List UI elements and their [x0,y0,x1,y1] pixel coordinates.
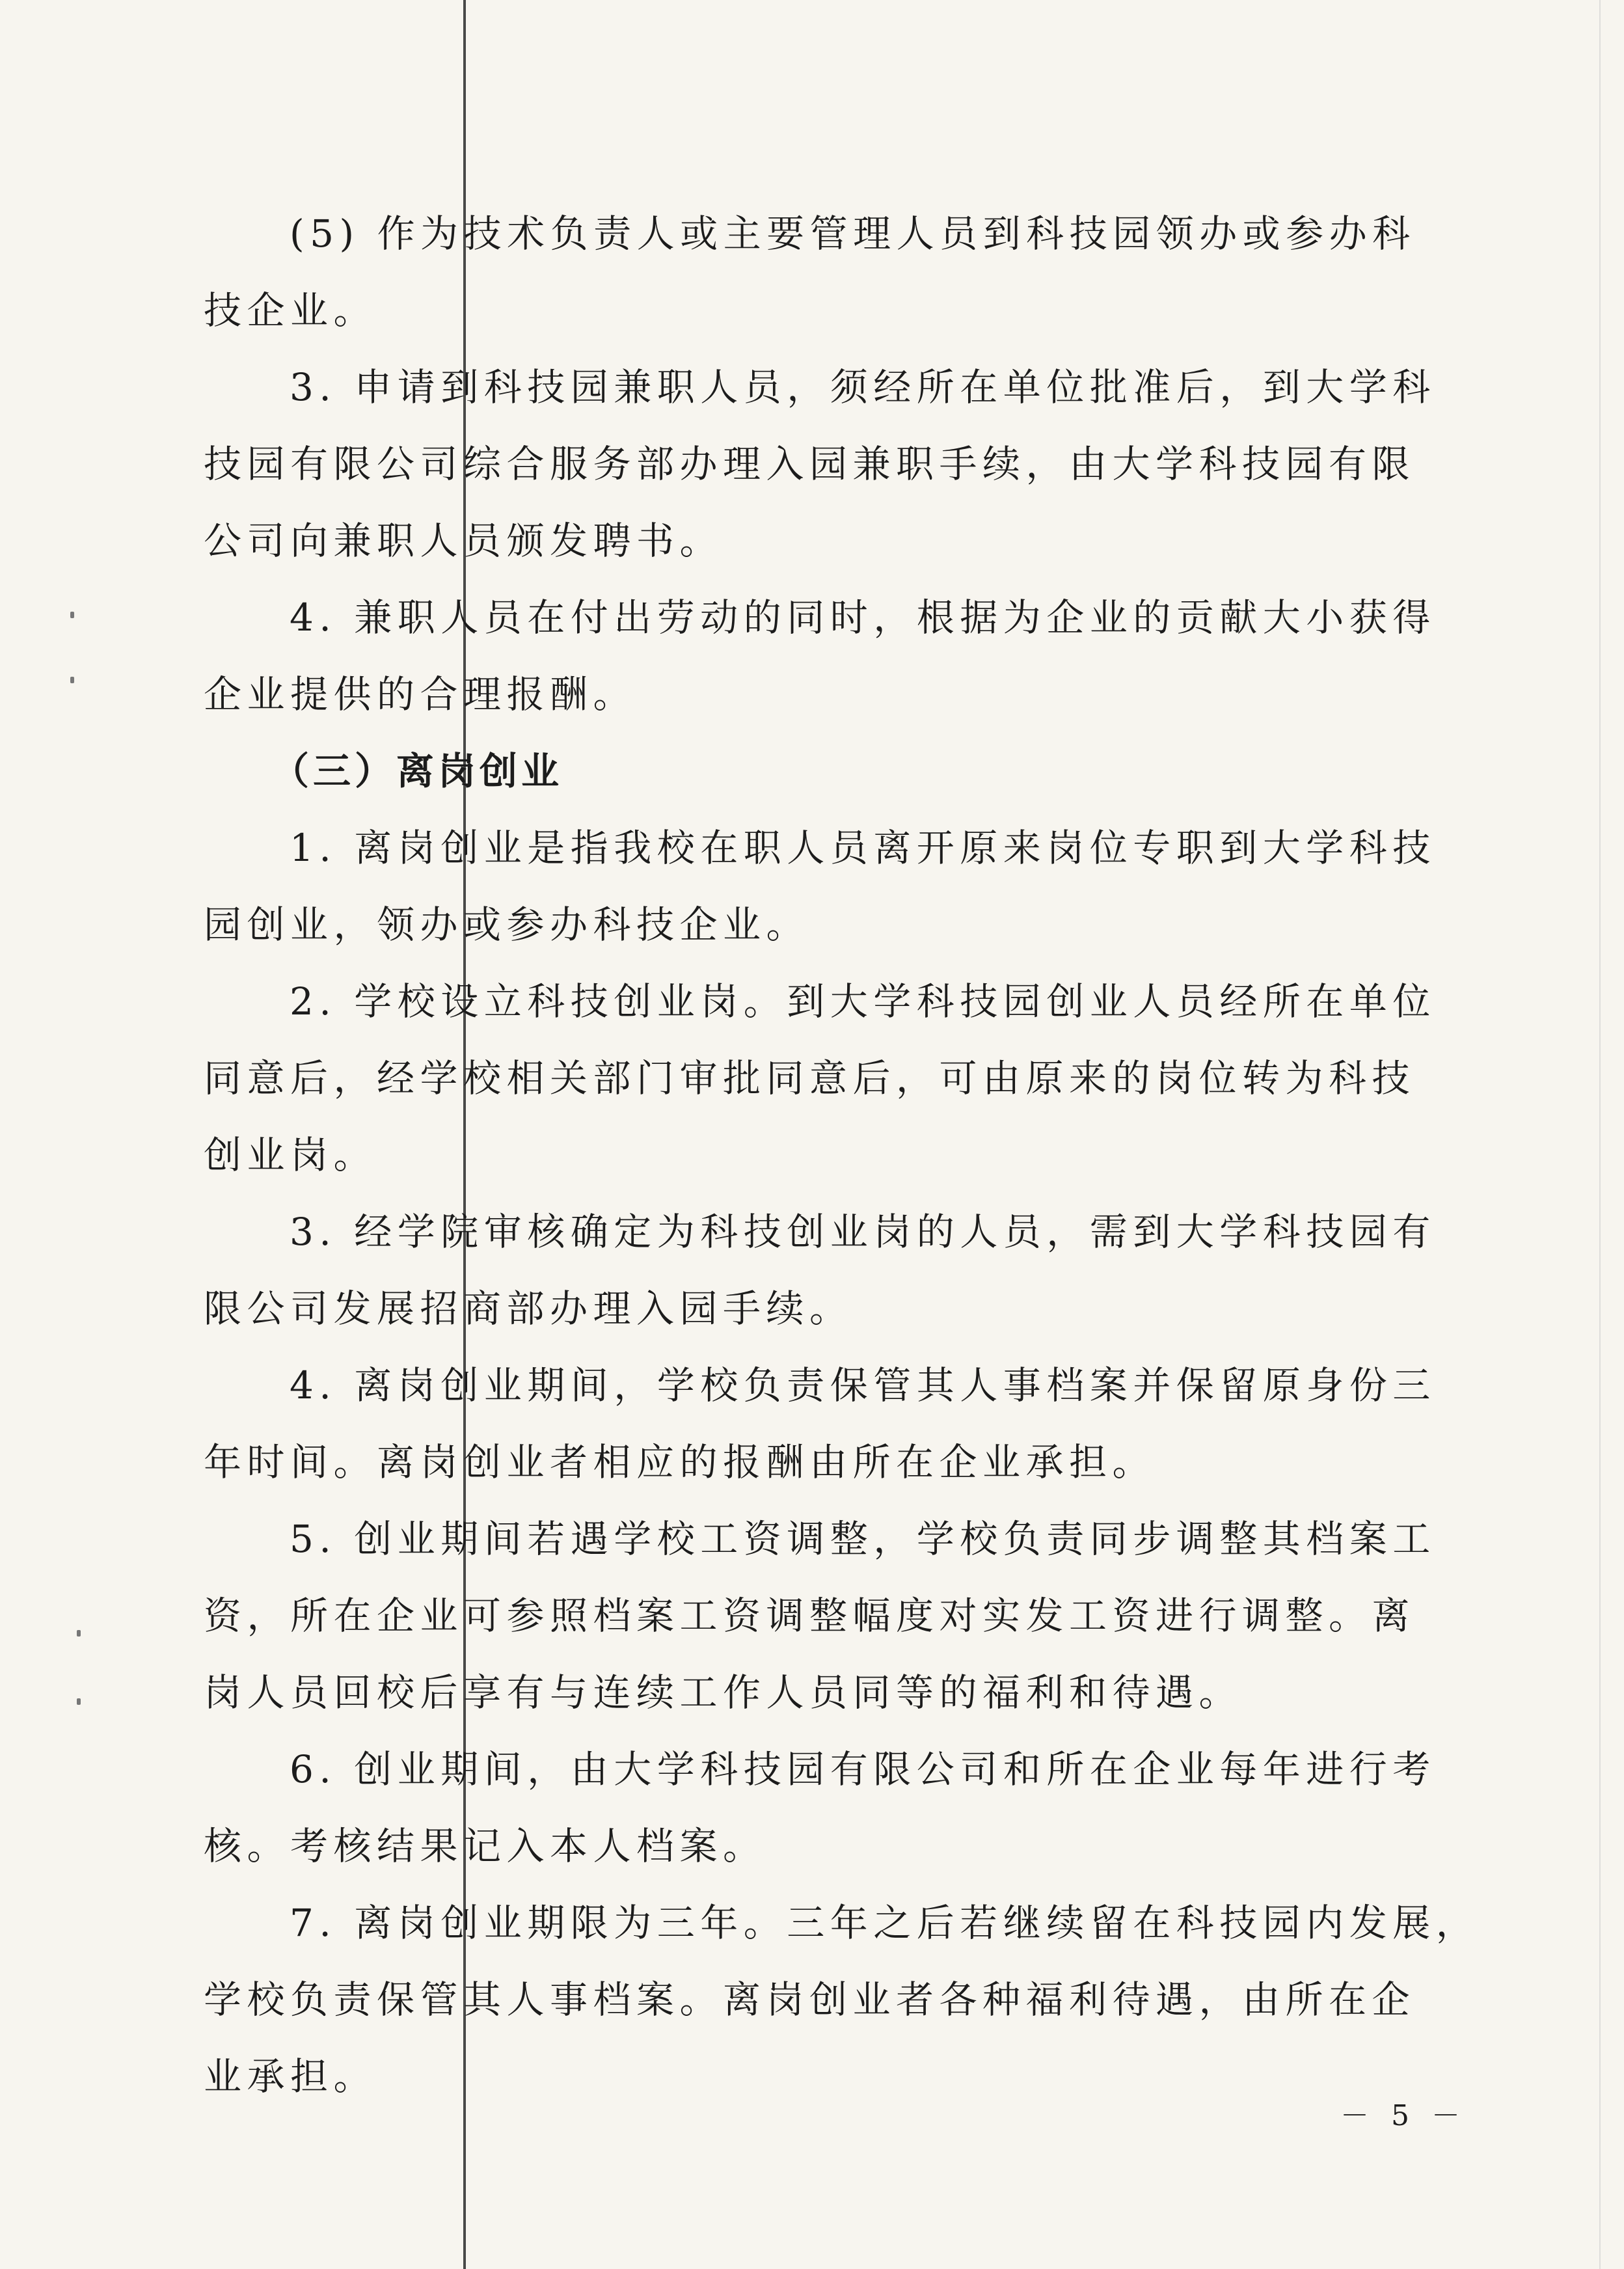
scan-speck [77,1698,81,1705]
paragraph-line: 技企业。 [204,288,377,333]
paragraph-line: 岗人员回校后享有与连续工作人员同等的福利和待遇。 [204,1670,1243,1715]
paragraph-line: 资，所在企业可参照档案工资调整幅度对实发工资进行调整。离 [204,1594,1416,1638]
paragraph-line: 公司向兼职人员颁发聘书。 [204,519,724,563]
paragraph-line: 6. 创业期间，由大学科技园有限公司和所在企业每年进行考 [290,1747,1436,1791]
paragraph-line: 3. 申请到科技园兼职人员，须经所在单位批准后，到大学科 [290,365,1436,409]
paragraph-line: 企业提供的合理报酬。 [204,672,637,716]
paragraph-line: 园创业，领办或参办科技企业。 [204,903,810,947]
scan-edge-line [1599,0,1601,2269]
paragraph-line: 7. 离岗创业期限为三年。三年之后若继续留在科技园内发展， [290,1901,1480,1945]
document-body [204,195,1480,2115]
section-heading: （三）离岗创业 [271,749,563,793]
paragraph-line: 技园有限公司综合服务部办理入园兼职手续，由大学科技园有限 [204,442,1416,486]
scan-speck [70,677,74,683]
paragraph-line: 核。考核结果记入本人档案。 [204,1824,766,1868]
paragraph-line: 1. 离岗创业是指我校在职人员离开原来岗位专职到大学科技 [290,826,1436,870]
page-number: － 5 － [1340,2099,1467,2132]
paragraph-line: (5) 作为技术负责人或主要管理人员到科技园领办或参办科 [290,211,1416,256]
scan-speck [70,612,74,618]
paragraph-line: 3. 经学院审核确定为科技创业岗的人员，需到大学科技园有 [290,1210,1436,1254]
paragraph-line: 创业岗。 [204,1133,377,1177]
paragraph-line: 2. 学校设立科技创业岗。到大学科技园创业人员经所在单位 [290,979,1436,1024]
paragraph-line: 同意后，经学校相关部门审批同意后，可由原来的岗位转为科技 [204,1056,1416,1100]
paragraph-line: 5. 创业期间若遇学校工资调整，学校负责同步调整其档案工 [290,1517,1436,1561]
paragraph-line: 4. 离岗创业期间，学校负责保管其人事档案并保留原身份三 [290,1363,1436,1407]
paragraph-line: 4. 兼职人员在付出劳动的同时，根据为企业的贡献大小获得 [290,595,1436,640]
paragraph-line: 业承担。 [204,2054,377,2099]
paragraph-line: 限公司发展招商部办理入园手续。 [204,1286,853,1331]
scan-speck [77,1630,81,1637]
paragraph-line: 学校负责保管其人事档案。离岗创业者各种福利待遇，由所在企 [204,1977,1416,2022]
paragraph-line: 年时间。离岗创业者相应的报酬由所在企业承担。 [204,1440,1156,1484]
